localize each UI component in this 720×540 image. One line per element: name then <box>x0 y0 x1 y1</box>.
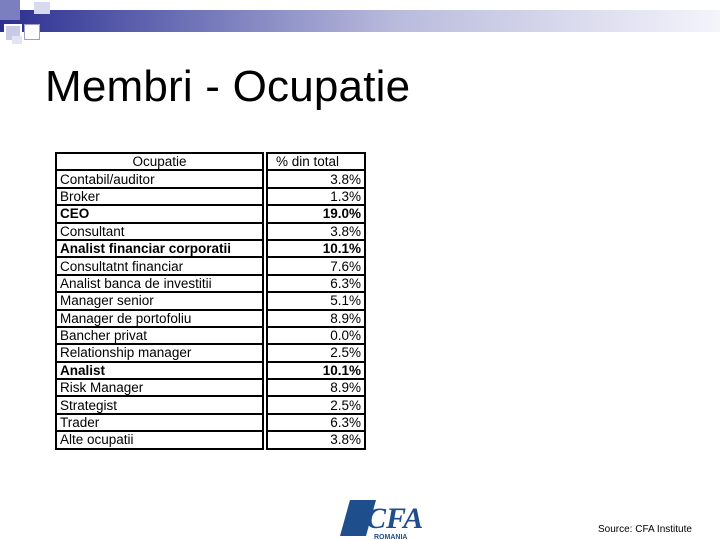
occupation-cell: Analist banca de investitii <box>56 275 263 292</box>
percent-cell: 3.8% <box>267 223 365 240</box>
decor-square <box>20 0 34 10</box>
table-row <box>56 362 365 379</box>
percent-cell: 0.0% <box>267 327 365 344</box>
percent-cell: 2.5% <box>267 396 365 413</box>
table-row <box>56 240 365 257</box>
occupation-cell: Risk Manager <box>56 379 263 396</box>
percent-cell: 19.0% <box>267 205 365 222</box>
percent-cell: 10.1% <box>267 362 365 379</box>
percent-cell: 7.6% <box>267 257 365 274</box>
decor-square <box>0 0 20 20</box>
table-row <box>56 310 365 327</box>
percent-cell: 3.8% <box>267 170 365 187</box>
decor-square <box>24 24 40 40</box>
table-row <box>56 205 365 222</box>
occupation-cell: Consultatnt financiar <box>56 257 263 274</box>
table-row <box>56 396 365 413</box>
occupation-cell: Contabil/auditor <box>56 170 263 187</box>
occupation-table <box>55 152 366 450</box>
table-row <box>56 257 365 274</box>
decor-square <box>12 36 22 44</box>
occupation-cell: Broker <box>56 188 263 205</box>
occupation-cell: CEO <box>56 205 263 222</box>
decor-square <box>34 2 50 14</box>
table-row <box>56 188 365 205</box>
source-note: Source: CFA Institute <box>598 524 692 535</box>
percent-cell: 3.8% <box>267 431 365 448</box>
occupation-cell: Consultant <box>56 223 263 240</box>
occupation-cell: Trader <box>56 414 263 431</box>
table-row <box>56 292 365 309</box>
table-row <box>56 379 365 396</box>
column-header-percent: % din total <box>267 153 365 170</box>
table-row <box>56 414 365 431</box>
table-row <box>56 275 365 292</box>
occupation-cell: Manager senior <box>56 292 263 309</box>
table-row <box>56 327 365 344</box>
header-decoration-band <box>0 10 720 32</box>
percent-cell: 10.1% <box>267 240 365 257</box>
percent-cell: 6.3% <box>267 414 365 431</box>
cfa-romania-logo <box>336 496 432 540</box>
occupation-cell: Relationship manager <box>56 344 263 361</box>
logo-subtext: ROMANIA <box>374 534 408 540</box>
table-row <box>56 170 365 187</box>
table-row <box>56 431 365 448</box>
percent-cell: 1.3% <box>267 188 365 205</box>
percent-cell: 8.9% <box>267 379 365 396</box>
table-row <box>56 223 365 240</box>
percent-cell: 6.3% <box>267 275 365 292</box>
occupation-cell: Analist financiar corporatii <box>56 240 263 257</box>
page-title: Membri - Ocupatie <box>45 62 411 111</box>
table-row <box>56 344 365 361</box>
occupation-cell: Manager de portofoliu <box>56 310 263 327</box>
percent-cell: 2.5% <box>267 344 365 361</box>
occupation-cell: Bancher privat <box>56 327 263 344</box>
percent-cell: 8.9% <box>267 310 365 327</box>
occupation-cell: Strategist <box>56 396 263 413</box>
percent-cell: 5.1% <box>267 292 365 309</box>
occupation-cell: Analist <box>56 362 263 379</box>
column-header-occupation: Ocupatie <box>56 153 263 170</box>
logo-text: CFA <box>366 502 424 535</box>
table-header-row <box>56 153 365 170</box>
occupation-cell: Alte ocupatii <box>56 431 263 448</box>
